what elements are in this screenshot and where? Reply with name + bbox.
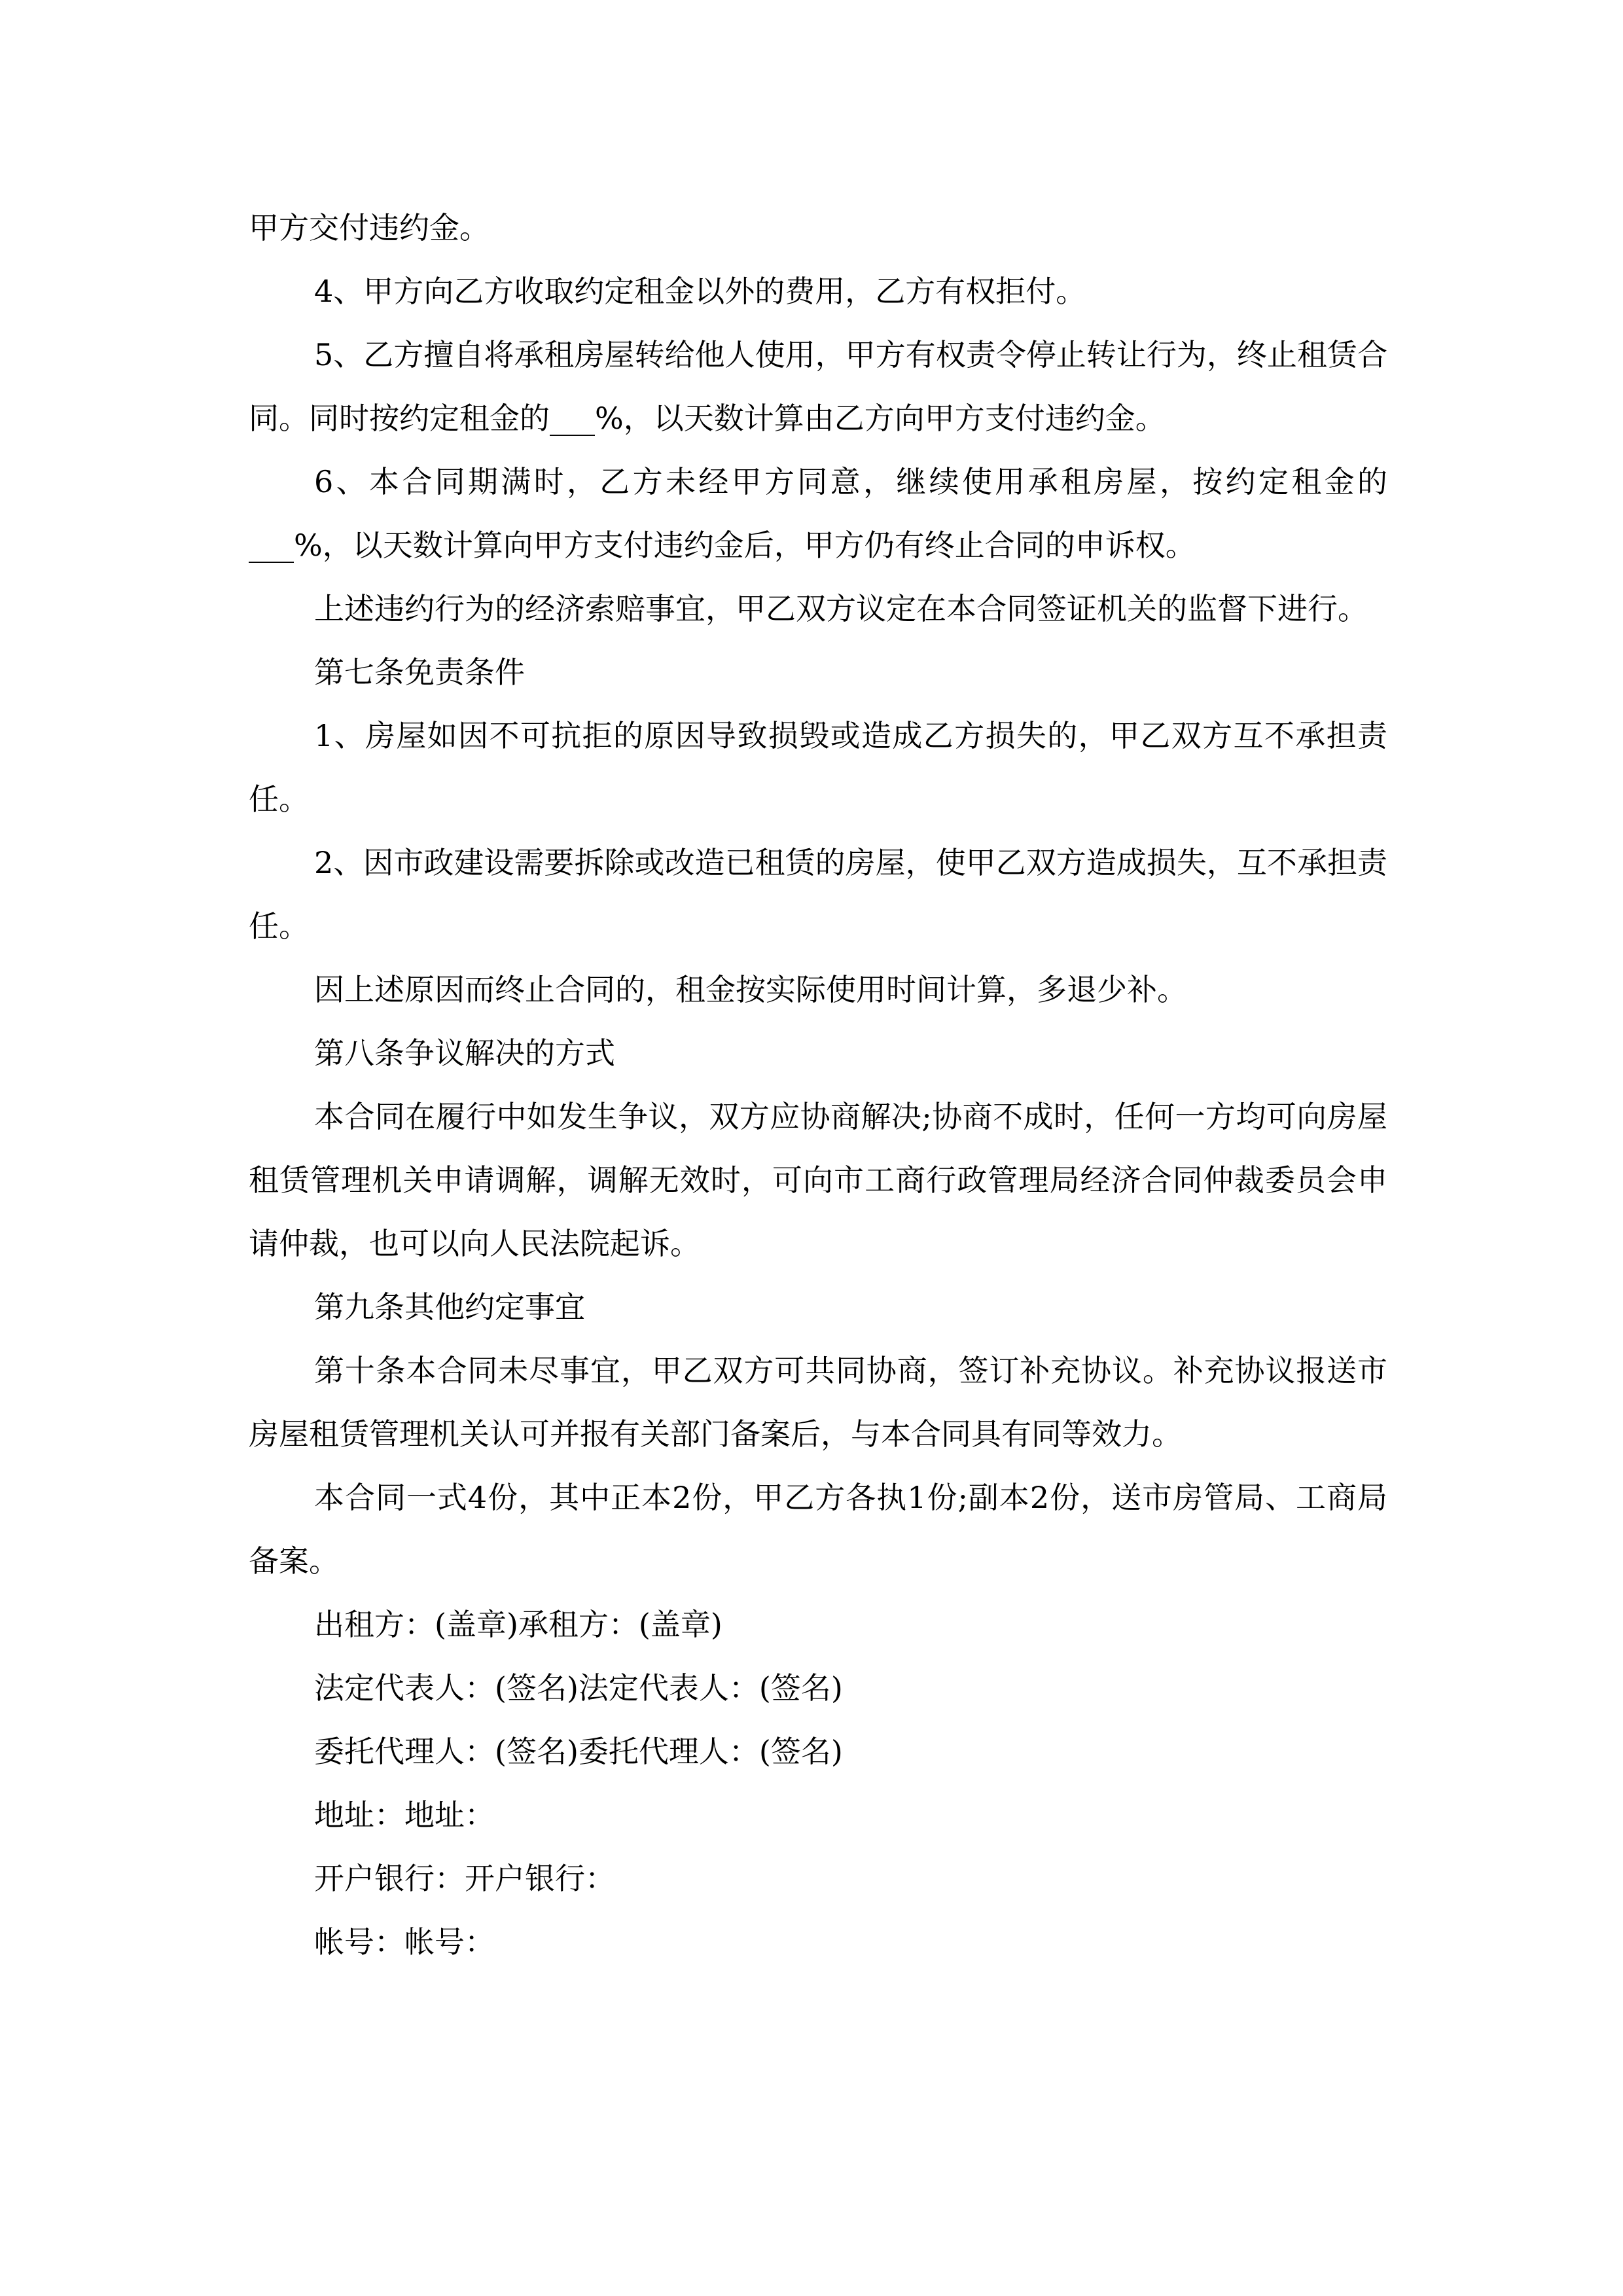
paragraph-clause-4: 4、甲方向乙方收取约定租金以外的费用，乙方有权拒付。 [314,274,1086,309]
signature-line-bank: 开户银行：开户银行： [314,1861,615,1896]
paragraph-clause-5: 5、乙方擅自将承租房屋转给他人使用，甲方有权责令停止转让行为，终止租赁合同。同时按约定租金的___%，以天数计算由乙方向甲方支付违约金。 [249,337,1387,436]
paragraph-rent-settlement: 因上述原因而终止合同的，租金按实际使用时间计算，多退少补。 [314,972,1187,1007]
signature-line-parties: 出租方：(盖章)承租方：(盖章) [314,1607,722,1642]
paragraph-article-10: 第十条本合同未尽事宜，甲乙双方可共同协商，签订补充协议。补充协议报送市房屋租赁管理机关认可并报有关部门备案后，与本合同具有同等效力。 [249,1353,1387,1452]
document-body [249,196,1387,1974]
heading-article-8: 第八条争议解决的方式 [314,1035,615,1071]
heading-article-7: 第七条免责条件 [314,655,525,690]
signature-line-legal-representative: 法定代表人：(签名)法定代表人：(签名) [314,1670,843,1706]
paragraph-clause-6: 6、本合同期满时，乙方未经甲方同意，继续使用承租房屋，按约定租金的___%，以天数计算向甲方支付违约金后，甲方仍有终止合同的申诉权。 [249,464,1387,563]
signature-line-account: 帐号：帐号： [314,1924,495,1960]
paragraph-exemption-2: 2、因市政建设需要拆除或改造已租赁的房屋，使甲乙双方造成损失，互不承担责任。 [249,845,1387,944]
paragraph-claims-supervision: 上述违约行为的经济索赔事宜，甲乙双方议定在本合同签证机关的监督下进行。 [314,591,1368,626]
paragraph-dispute-resolution: 本合同在履行中如发生争议，双方应协商解决;协商不成时，任何一方均可向房屋租赁管理机关申请调解，调解无效时，可向市工商行政管理局经济合同仲裁委员会申请仲裁，也可以向人民法院起诉。 [249,1099,1387,1261]
paragraph-penalty-continuation: 甲方交付违约金。 [249,210,490,245]
signature-line-address: 地址：地址： [314,1797,495,1833]
heading-article-9: 第九条其他约定事宜 [314,1289,585,1325]
signature-line-agent: 委托代理人：(签名)委托代理人：(签名) [314,1734,843,1769]
paragraph-exemption-1: 1、房屋如因不可抗拒的原因导致损毁或造成乙方损失的，甲乙双方互不承担责任。 [249,718,1387,817]
paragraph-copies: 本合同一式4份，其中正本2份，甲乙方各执1份;副本2份，送市房管局、工商局备案。 [249,1480,1387,1579]
